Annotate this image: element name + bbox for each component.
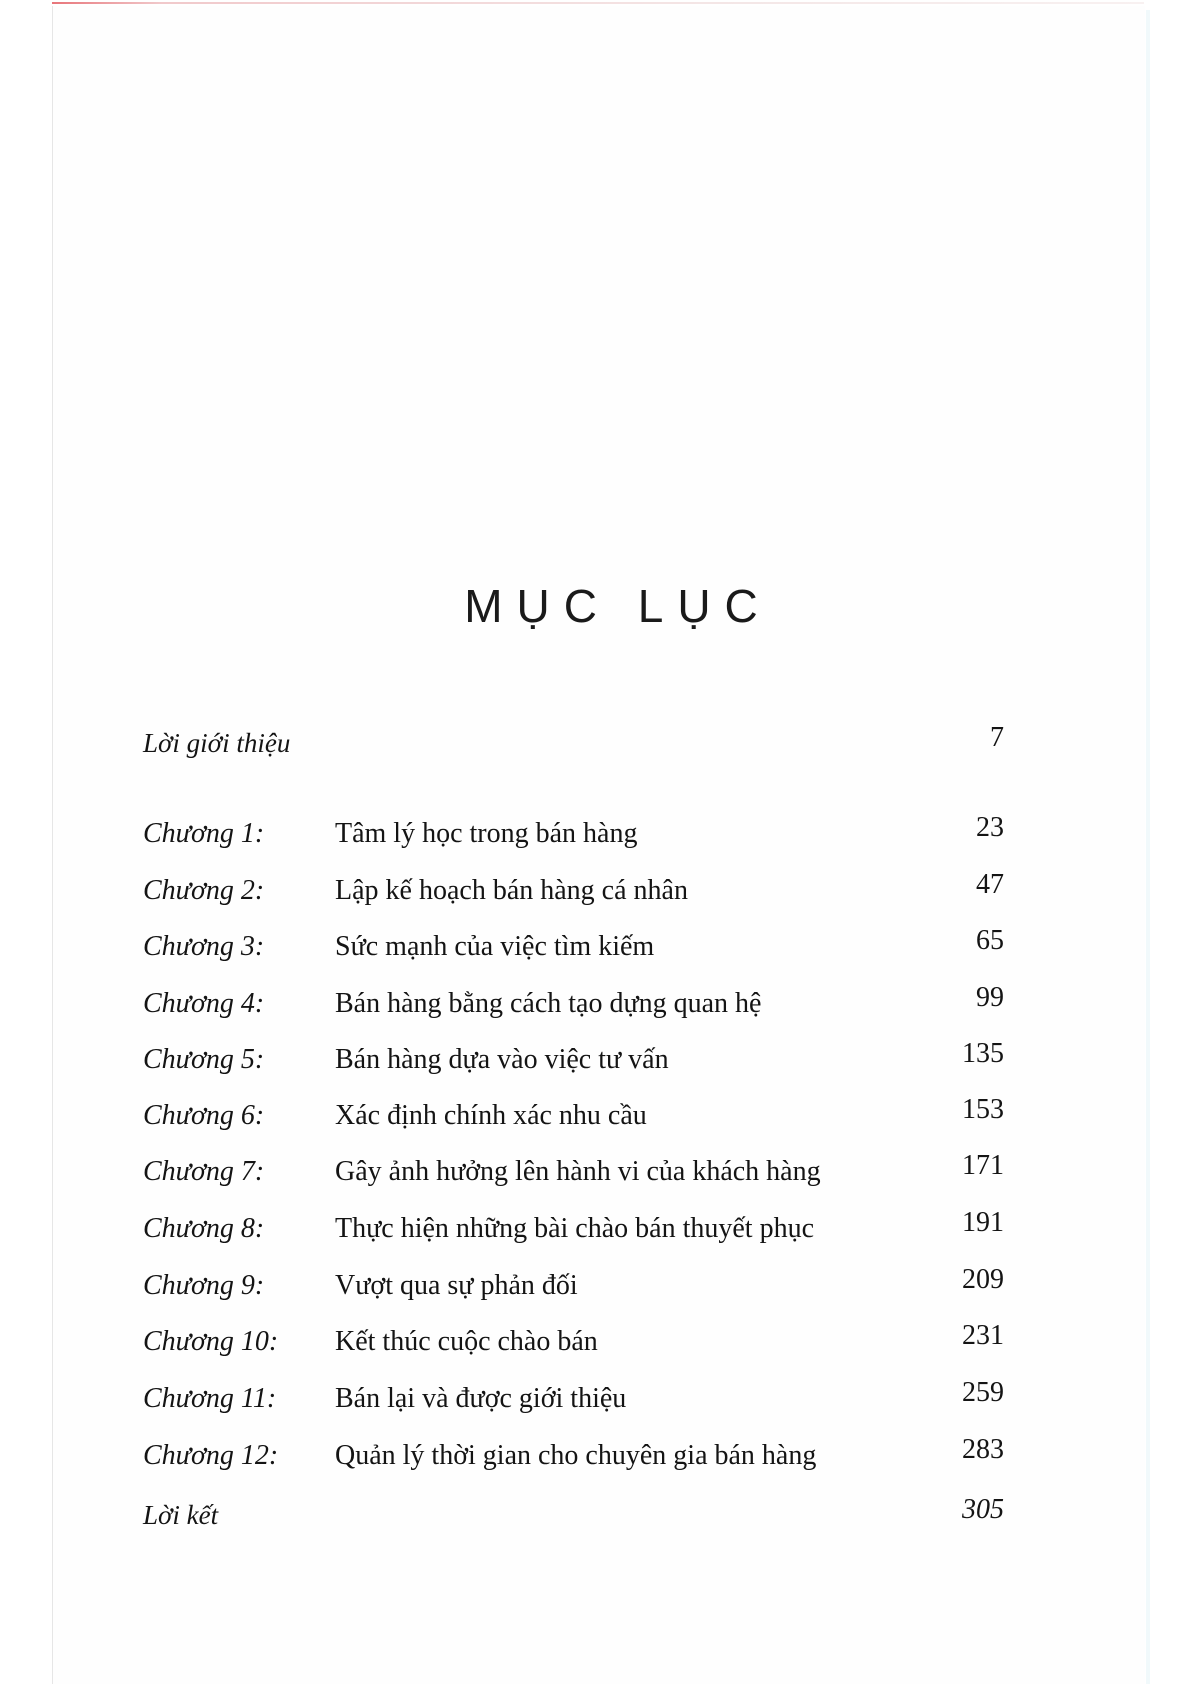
chapter-title: Xác định chính xác nhu cầu	[335, 1100, 647, 1131]
page-top-edge	[52, 2, 1144, 4]
chapter-label: Chương 7:	[143, 1156, 265, 1187]
toc-page-number: 209	[962, 1264, 1004, 1295]
toc-page-number: 99	[976, 982, 1004, 1013]
toc-page-number: 305	[962, 1494, 1004, 1525]
page-title: MỤC LỤC	[464, 579, 772, 632]
chapter-title: Kết thúc cuộc chào bán	[335, 1326, 598, 1357]
toc-entry-chapter-12	[0, 1434, 1190, 1480]
toc-page-number: 191	[962, 1207, 1004, 1238]
toc-page-number: 47	[976, 869, 1004, 900]
toc-page-number: 171	[962, 1150, 1004, 1181]
chapter-label: Chương 6:	[143, 1100, 265, 1131]
toc-entry-chapter-6	[0, 1094, 1190, 1140]
chapter-label: Chương 2:	[143, 875, 265, 906]
toc-entry-chapter-2	[0, 869, 1190, 915]
toc-page-number: 7	[990, 722, 1004, 753]
chapter-label: Chương 10:	[143, 1326, 279, 1357]
chapter-title: Quản lý thời gian cho chuyên gia bán hàng	[335, 1440, 817, 1471]
chapter-label: Chương 3:	[143, 931, 265, 962]
chapter-label: Chương 4:	[143, 988, 265, 1019]
chapter-title: Lập kế hoạch bán hàng cá nhân	[335, 875, 688, 906]
chapter-label: Chương 5:	[143, 1044, 265, 1075]
chapter-label: Chương 9:	[143, 1270, 265, 1301]
toc-page-number: 231	[962, 1320, 1004, 1351]
chapter-title: Sức mạnh của việc tìm kiếm	[335, 931, 655, 962]
chapter-title: Tâm lý học trong bán hàng	[335, 818, 638, 849]
chapter-title: Bán hàng dựa vào việc tư vấn	[335, 1044, 669, 1075]
toc-entry-chapter-8	[0, 1207, 1190, 1253]
toc-page-number: 153	[962, 1094, 1004, 1125]
toc-entry-chapter-3	[0, 925, 1190, 971]
toc-page-number: 23	[976, 812, 1004, 843]
toc-page-number: 283	[962, 1434, 1004, 1465]
toc-label: Lời kết	[143, 1500, 219, 1530]
chapter-label: Chương 12:	[143, 1440, 279, 1471]
toc-entry-chapter-1	[0, 812, 1190, 858]
chapter-title: Bán hàng bằng cách tạo dựng quan hệ	[335, 988, 762, 1019]
chapter-title: Bán lại và được giới thiệu	[335, 1383, 627, 1414]
toc-page-number: 65	[976, 925, 1004, 956]
toc-page-number: 259	[962, 1377, 1004, 1408]
chapter-title: Gây ảnh hưởng lên hành vi của khách hàng	[335, 1156, 821, 1187]
chapter-label: Chương 1:	[143, 818, 265, 849]
toc-entry-chapter-4	[0, 982, 1190, 1028]
chapter-title: Vượt qua sự phản đối	[335, 1270, 578, 1301]
chapter-label: Chương 8:	[143, 1213, 265, 1244]
toc-page-number: 135	[962, 1038, 1004, 1069]
chapter-title: Thực hiện những bài chào bán thuyết phục	[335, 1213, 814, 1244]
chapter-label: Chương 11:	[143, 1383, 277, 1414]
toc-entry-chapter-7	[0, 1150, 1190, 1196]
toc-entry-chapter-10	[0, 1320, 1190, 1366]
toc-entry-chapter-5	[0, 1038, 1190, 1084]
toc-entry-chapter-9	[0, 1264, 1190, 1310]
toc-entry-conclusion	[0, 1494, 1190, 1540]
toc-entry-introduction	[0, 722, 1190, 768]
toc-label: Lời giới thiệu	[143, 728, 291, 758]
toc-entry-chapter-11	[0, 1377, 1190, 1423]
